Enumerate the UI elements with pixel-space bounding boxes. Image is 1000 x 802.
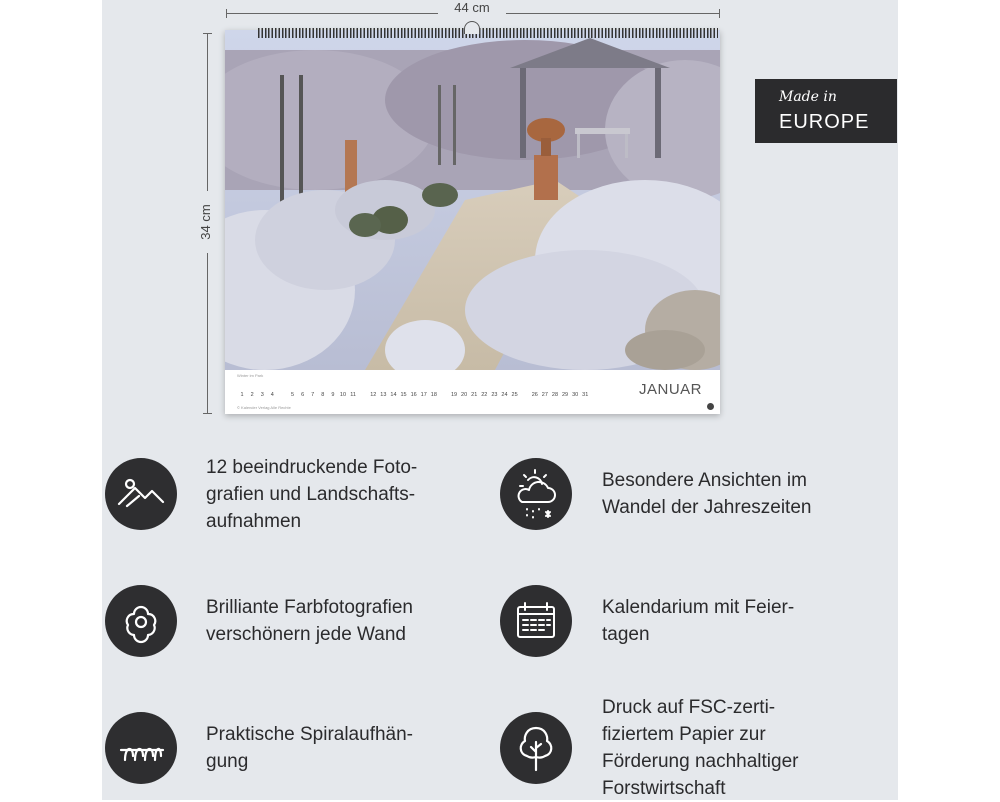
feature-text-seasons: Besondere Ansichten im Wandel der Jahreszeiten bbox=[602, 470, 812, 518]
calendar-day: 11 bbox=[350, 392, 356, 398]
calendar-day: 9 bbox=[331, 392, 335, 398]
calendar-day: 31 bbox=[582, 392, 589, 398]
feature-text-holidays: Kalendarium mit Feier- tagen bbox=[602, 597, 795, 645]
calendar-day: 28 bbox=[551, 392, 559, 398]
spiral-binding-icon bbox=[105, 712, 177, 784]
calendar-day: 19 bbox=[450, 392, 458, 398]
month-label: JANUAR bbox=[638, 381, 702, 398]
feature-text-fsc: Druck auf FSC-zerti- fiziertem Papier zur Förderung nachhaltiger Forstwirtschaft bbox=[602, 697, 799, 799]
calendar-day: 27 bbox=[541, 392, 548, 398]
calendar-day: 7 bbox=[311, 392, 315, 398]
calendar-day: 21 bbox=[471, 392, 478, 398]
tree-icon bbox=[500, 712, 572, 784]
calendar-day: 1 bbox=[240, 392, 244, 398]
calendar-day: 4 bbox=[270, 392, 274, 398]
made-in-europe-badge bbox=[755, 79, 897, 143]
weather-seasons-icon bbox=[500, 458, 572, 530]
badge-made-in: Made in bbox=[779, 89, 837, 105]
photo-caption: Winter im Park bbox=[237, 373, 264, 378]
wall-calendar bbox=[225, 30, 720, 414]
calendar-day: 8 bbox=[321, 392, 325, 398]
feature-text-spiral: Praktische Spiralaufhän- gung bbox=[206, 724, 413, 772]
calendar-day: 2 bbox=[250, 392, 254, 398]
calendar-day: 23 bbox=[491, 392, 498, 398]
calendar-day: 12 bbox=[370, 392, 377, 398]
calendar-icon bbox=[500, 585, 572, 657]
calendar-day: 3 bbox=[260, 392, 264, 398]
spiral-binding bbox=[258, 28, 718, 38]
feature-text-colors: Brilliante Farbfotografien verschönern jede Wand bbox=[206, 597, 413, 645]
calendar-week-gap bbox=[358, 392, 368, 398]
calendar-day: 14 bbox=[390, 392, 397, 398]
calendar-day: 5 bbox=[290, 392, 295, 398]
width-dimension-label: 44 cm bbox=[438, 0, 506, 16]
calendar-week-gap bbox=[439, 392, 449, 398]
hanger-hook-icon bbox=[464, 21, 480, 34]
calendar-day: 17 bbox=[420, 392, 427, 398]
calendar-day: 22 bbox=[481, 392, 488, 398]
frosty-garden-photo bbox=[225, 30, 720, 370]
flower-icon bbox=[105, 585, 177, 657]
height-dimension-label: 34 cm bbox=[198, 191, 214, 253]
calendar-day: 15 bbox=[400, 392, 407, 398]
calendar-day: 16 bbox=[410, 392, 417, 398]
calendar-day: 30 bbox=[572, 392, 579, 398]
calendar-day: 26 bbox=[531, 392, 538, 398]
publisher-logo-icon bbox=[707, 403, 714, 410]
calendar-week-gap bbox=[520, 392, 530, 398]
calendar-day: 18 bbox=[430, 392, 437, 398]
calendar-day: 25 bbox=[511, 392, 518, 398]
badge-europe: EUROPE bbox=[779, 111, 870, 133]
calendar-day: 24 bbox=[501, 392, 508, 398]
mountain-landscape-icon bbox=[105, 458, 177, 530]
calendar-days-row bbox=[237, 392, 590, 398]
calendar-week-gap bbox=[277, 392, 287, 398]
calendar-day: 10 bbox=[339, 392, 347, 398]
feature-text-photos: 12 beeindruckende Foto- grafien und Landschafts- aufnahmen bbox=[206, 457, 418, 532]
calendar-credit: © Kalender Verlag Alle Rechte bbox=[237, 405, 291, 410]
calendar-day: 20 bbox=[461, 392, 468, 398]
calendar-day: 6 bbox=[301, 392, 305, 398]
calendar-day: 13 bbox=[380, 392, 387, 398]
calendar-day: 29 bbox=[561, 392, 569, 398]
